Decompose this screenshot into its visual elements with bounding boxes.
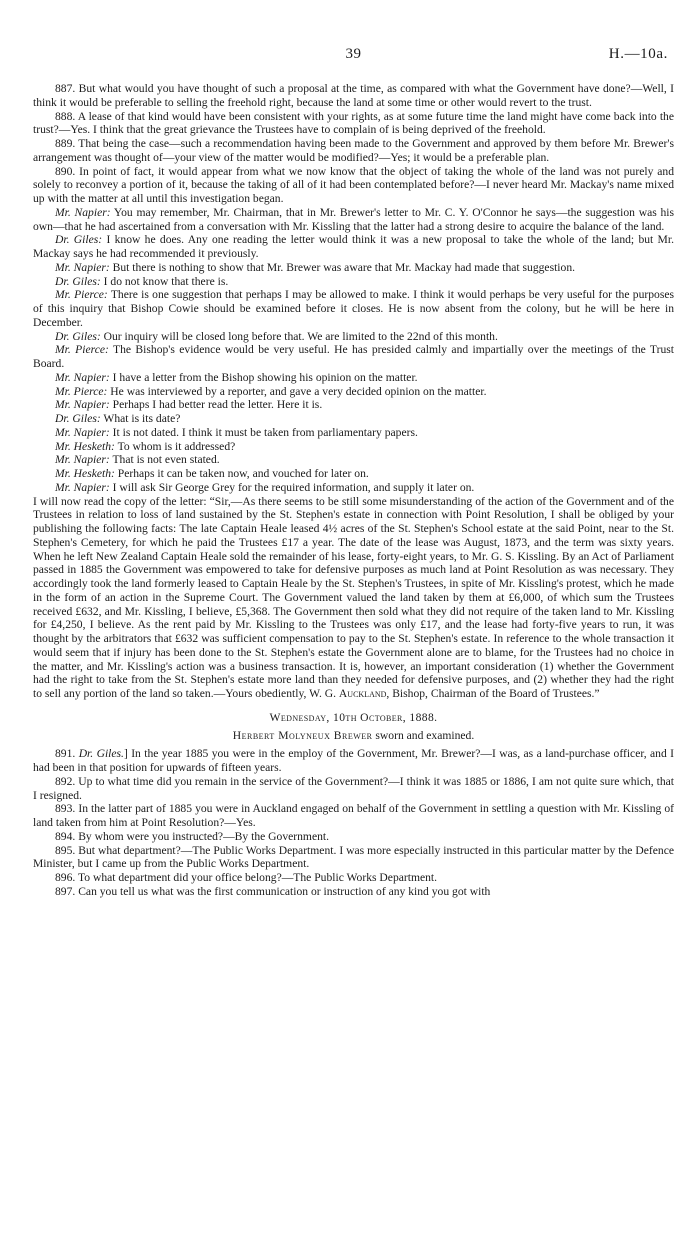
speaker: Mr. Napier: [55, 398, 110, 412]
letter-signature: Auckland [338, 687, 387, 700]
speech [33, 275, 674, 289]
speech-text: I will ask Sir George Grey for the required information, and supply it later on. [109, 480, 475, 494]
page-number: 39 [345, 46, 362, 62]
discussion [33, 206, 674, 701]
speech [33, 261, 674, 275]
speech-text: Perhaps it can be taken now, and vouched for later on. [114, 467, 369, 480]
speech-text: I know he does. Any one reading the letter would think it was a new proposal to take the whole of the land; but Mr. Mackay says he had recommended it previously. [33, 233, 674, 260]
witness-name: Herbert Molyneux Brewer [232, 728, 373, 742]
speech [33, 385, 674, 399]
speech [33, 371, 674, 385]
questioner: Dr. Giles. [78, 747, 124, 761]
speech-text: But there is nothing to show that Mr. Brewer was aware that Mr. Mackay had made that suggestion. [109, 260, 576, 274]
speech [33, 330, 674, 344]
speech-text: I have a letter from the Bishop showing his opinion on the matter. [109, 370, 418, 384]
speaker: Mr. Napier: [55, 205, 111, 219]
question-892: 892. Up to what time did you remain in the service of the Government?—I think it was 1885 or 1886, I am not quite sure which, that I resigned. [33, 774, 674, 802]
speech-text: It is not dated. I think it must be taken from parliamentary papers. [109, 425, 418, 439]
speech [33, 206, 674, 234]
speech-text: That is not even stated. [109, 453, 220, 467]
speaker: Dr. Giles: [55, 329, 101, 343]
speech-text: What is its date? [100, 412, 181, 425]
speech [33, 288, 674, 329]
speaker: Mr. Hesketh: [55, 439, 115, 453]
speech [33, 343, 674, 371]
speaker: Mr. Napier: [55, 260, 110, 274]
question-887: 887. But what would you have thought of such a proposal at the time, as compared with what the Government have done?—Well, I think it would be preferable to selling the freehold right, because the land at some time or other would revert to the trust. [33, 82, 674, 109]
speech-text: To whom is it addressed? [114, 439, 236, 453]
bishop-letter [33, 495, 674, 701]
speech-text: Perhaps I had better read the letter. Here it is. [109, 398, 323, 412]
question-897: 897. Can you tell us what was the first communication or instruction of any kind you got with [55, 884, 491, 898]
speech-text: Our inquiry will be closed long before that. We are limited to the 22nd of this month. [100, 329, 498, 343]
speech [33, 233, 674, 261]
speaker: Mr. Pierce: [55, 343, 109, 357]
speech [33, 481, 674, 495]
speech [33, 426, 674, 440]
questions-after [33, 747, 674, 898]
speech [33, 398, 674, 412]
speaker: Mr. Pierce: [55, 288, 108, 302]
speech [33, 467, 674, 481]
speaker: Mr. Napier: [55, 453, 110, 467]
speaker: Dr. Giles: [55, 412, 101, 425]
question-894: 894. By whom were you instructed?—By the Government. [55, 829, 330, 843]
date-heading: Wednesday, 10th October, 1888. [269, 710, 438, 724]
letter-body: I will now read the copy of the letter: “Sir,—As there seems to be still some misunderstanding of the action of the Government and of the Trustees in relation to loss of land sustained by the St. Stephen's estate in connection with Point Resolution, I shall be obliged by your publishing the following facts: The late Captain Heale leased 4½ acres of the St. Stephen's School estate at the said Point, near to the St. Stephen's Cemetery, for which he paid the Trustees £17 a year. The date of the lease was August, 1873, and the term was sixty years. When he left New Zealand Captain Heale sold the remainder of his lease, forty-eight years, to Mr. G. S. Kissling. By an Act of Parliament passed in 1885 the Government was empowered to take for defensive purposes as much land at Point Resolution as was necessary. They accordingly took the land formerly leased to Captain Heale by the St. Stephen's Trustees, in spite of Mr. Kissling's protest, which he made in the form of an action in the Supreme Court. The Government valued the land taken by them at £6,000, of which sum the Trustees received £632, and Mr. Kissling, I believe, £5,368. The Government then sold what they did not require of the taken land to Mr. Kissling for £4,250, I believe. As the rent paid by Mr. Kissling to the Trustees was only £17, and the lease had forty-five years to run, it was thought by the arbitrators that £632 was sufficient compensation to pay to the St. Stephen's estate. In reference to the whole transaction it would seem that if injury has been done to the St. Stephen's estate the Government alone are to blame, for the Trustees had no choice in the matter, and Mr. Kissling's action was a business transaction. It is, however, an important consideration (1) whether the Government had the right to take from the St. Stephen's estate more land than they needed for defensive purposes, and (2) whether they had the right to sell any portion of the land so taken.—Yours obediently, W. G. [33, 494, 674, 700]
witness-heading [33, 729, 674, 743]
speaker: Mr. Hesketh: [55, 467, 115, 480]
question-888: 888. A lease of that kind would have been consistent with your rights, as at some future time the land might have come back into the trust?—Yes. I think that the great grievance the Trustees have to complain of is being deprived of the freehold. [33, 109, 674, 137]
speaker: Dr. Giles: [55, 274, 101, 288]
page-header [33, 44, 674, 82]
question-893: 893. In the latter part of 1885 you were in Auckland engaged on behalf of the Government in settling a question with Mr. Kissling of land taken from him at Point Resolution?—Yes. [33, 802, 674, 829]
speech [33, 453, 674, 467]
speech-text: You may remember, Mr. Chairman, that in Mr. Brewer's letter to Mr. C. Y. O'Connor he says—the suggestion was his own—that he had ascertained from a conversation with Mr. Kissling that the latter had a strong desire to acquire the balance of the land. [33, 205, 674, 233]
question-891 [33, 747, 674, 775]
speaker: Mr. Pierce: [55, 384, 108, 398]
speaker: Dr. Giles: [55, 233, 103, 247]
speaker: Mr. Napier: [55, 425, 110, 439]
speech [33, 440, 674, 454]
question-890: 890. In point of fact, it would appear from what we now know that the object of taking the whole of the land was not purely and solely to reconvey a portion of it, because the taking of all of it had been contemplated before?—I never heard Mr. Mackay's name mixed up with the matter at all until this investigation began. [33, 164, 674, 205]
question-895: 895. But what department?—The Public Works Department. I was more especially instructed in this particular matter by the Defence Minister, but I came up from the Public Works Department. [33, 843, 674, 871]
speech-text: He was interviewed by a reporter, and gave a very decided opinion on the matter. [107, 384, 487, 398]
speaker: Mr. Napier: [55, 370, 110, 384]
paper-reference: H.—10a. [608, 46, 668, 62]
speech-text: There is one suggestion that perhaps I may be allowed to make. I think it would perhaps be very useful for the purposes of this inquiry that Bishop Cowie should be examined before it closes. He is now absent from the colony, but he will be here in December. [33, 288, 674, 329]
questions-before [33, 82, 674, 206]
speech-text: I do not know that there is. [100, 274, 229, 288]
speaker: Mr. Napier: [55, 480, 110, 494]
speech-text: The Bishop's evidence would be very useful. He has presided calmly and impartially over the meetings of the Trust Board. [33, 343, 674, 370]
question-text: ] In the year 1885 you were in the employ of the Government, Mr. Brewer?—I was, as a land-purchase officer, and I had been in that position for upwards of fifteen years. [33, 747, 675, 774]
witness-status: sworn and examined. [372, 728, 475, 742]
question-896: 896. To what department did your office belong?—The Public Works Department. [55, 871, 438, 884]
speech [33, 412, 674, 426]
letter-closing: , Bishop, Chairman of the Board of Trustees.” [386, 687, 600, 700]
question-number: 891. [55, 747, 79, 761]
question-889: 889. That being the case—such a recommendation having been made to the Government and approved by them before Mr. Brewer's arrangement was thought of—your view of the matter would be modified?—Yes; it would be a preferable plan. [33, 137, 674, 164]
